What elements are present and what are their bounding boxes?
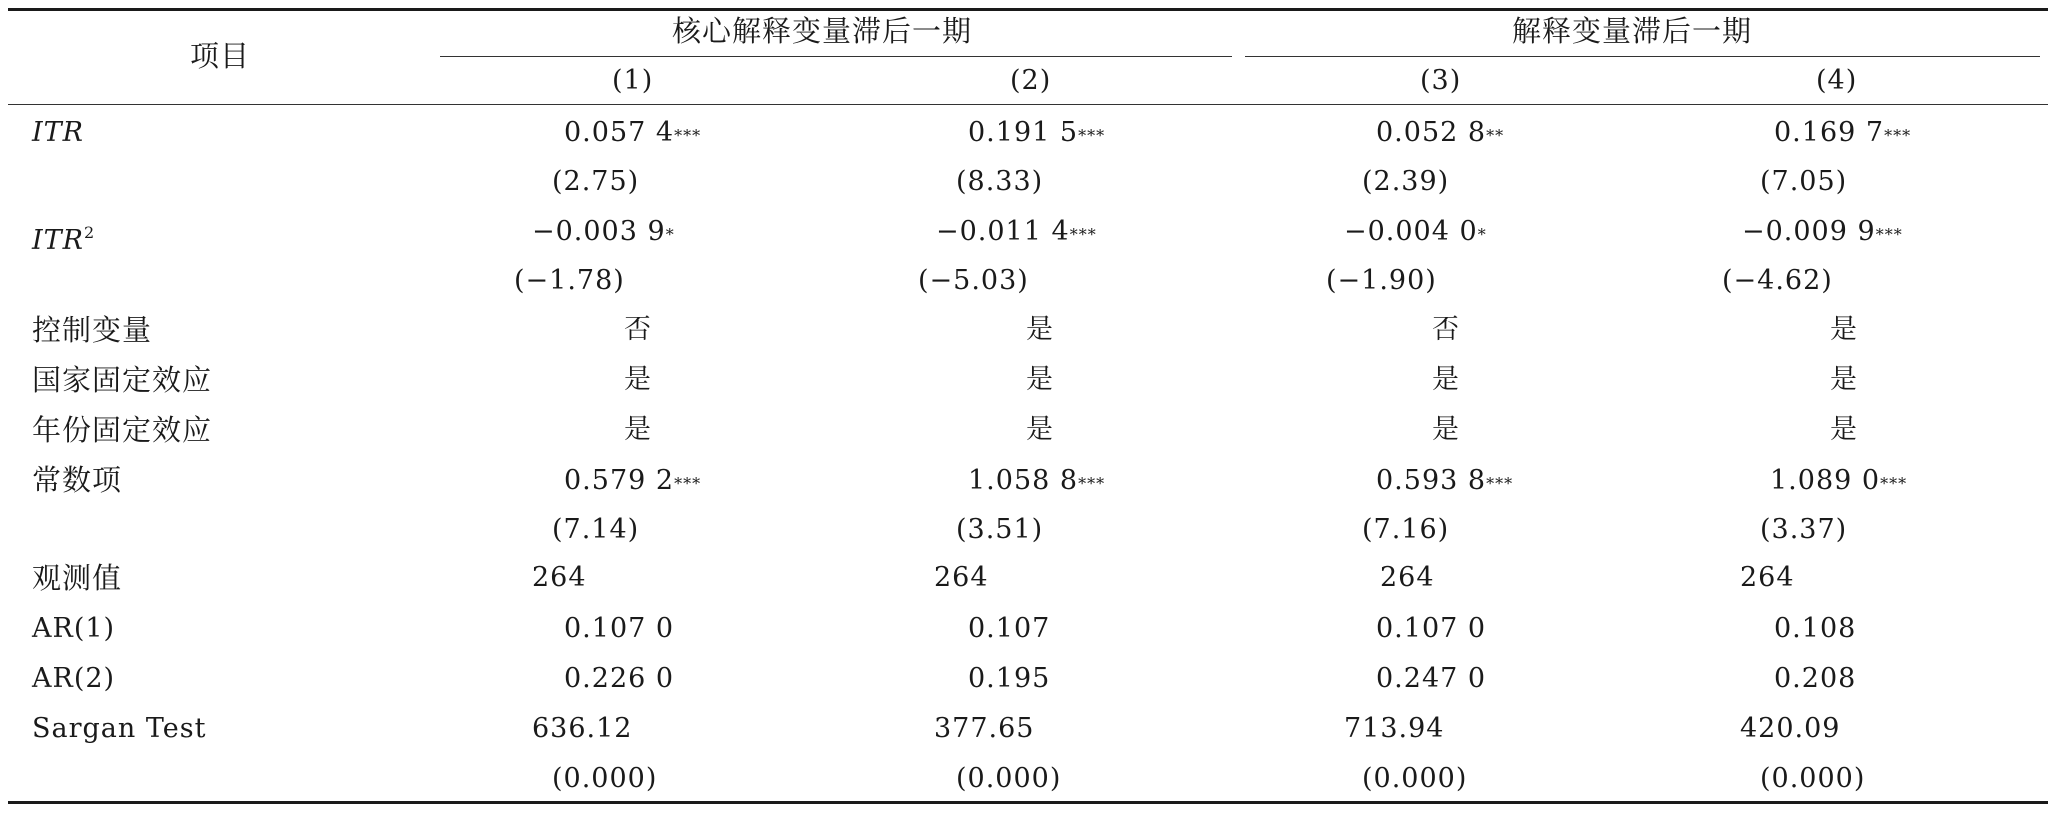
const-stars-2: *** bbox=[1078, 474, 1106, 493]
const-stars-4: *** bbox=[1880, 474, 1908, 493]
ar1-1: 0.107 0 bbox=[564, 613, 675, 644]
country-fe-2: 是 bbox=[1026, 364, 1054, 395]
obs-4: 264 bbox=[1740, 562, 1795, 593]
group-core-underline bbox=[440, 56, 1232, 57]
itr2-stars-3: * bbox=[1477, 225, 1487, 244]
top-rule bbox=[8, 8, 2048, 11]
itr2-coef-1: −0.003 9 * bbox=[532, 215, 675, 252]
const-stars-3: *** bbox=[1486, 474, 1514, 493]
itr-coef-3: 0.052 8 ** bbox=[1376, 116, 1504, 153]
item-header: 项目 bbox=[190, 39, 251, 73]
const-coef-4: 1.089 0 *** bbox=[1770, 464, 1907, 501]
row-label-year-fe: 年份固定效应 bbox=[32, 413, 213, 447]
controls-1: 否 bbox=[624, 314, 652, 345]
const-t-2: (3.51) bbox=[956, 514, 1044, 545]
col-header-3: (3) bbox=[1420, 65, 1462, 96]
itr-t-2: (8.33) bbox=[956, 166, 1044, 197]
ar2-1: 0.226 0 bbox=[564, 663, 675, 694]
ar1-2: 0.107 bbox=[968, 613, 1051, 644]
row-label-sargan: Sargan Test bbox=[32, 713, 207, 744]
obs-3: 264 bbox=[1380, 562, 1435, 593]
col-header-1: (1) bbox=[612, 65, 654, 96]
itr2-stars-1: * bbox=[665, 225, 675, 244]
const-stars-1: *** bbox=[674, 474, 702, 493]
itr2-t-2: (−5.03) bbox=[918, 265, 1029, 296]
col-header-2: (2) bbox=[1010, 65, 1052, 96]
itr-stars-1: *** bbox=[674, 126, 702, 145]
itr-t-1: (2.75) bbox=[552, 166, 640, 197]
sargan-p-2: (0.000) bbox=[956, 763, 1062, 794]
ar2-4: 0.208 bbox=[1774, 663, 1857, 694]
itr-t-4: (7.05) bbox=[1760, 166, 1848, 197]
year-fe-4: 是 bbox=[1830, 414, 1858, 445]
itr-stars-3: ** bbox=[1486, 126, 1505, 145]
itr2-coef-3: −0.004 0 * bbox=[1344, 215, 1487, 252]
const-coef-2: 1.058 8 *** bbox=[968, 464, 1105, 501]
itr-stars-2: *** bbox=[1078, 126, 1106, 145]
year-fe-1: 是 bbox=[624, 414, 652, 445]
bottom-rule bbox=[8, 801, 2048, 804]
itr2-t-1: (−1.78) bbox=[514, 265, 625, 296]
itr-stars-4: *** bbox=[1884, 126, 1912, 145]
itr2-t-4: (−4.62) bbox=[1722, 265, 1833, 296]
country-fe-4: 是 bbox=[1830, 364, 1858, 395]
sargan-2: 377.65 bbox=[934, 713, 1035, 744]
itr2-stars-4: *** bbox=[1875, 225, 1903, 244]
country-fe-3: 是 bbox=[1432, 364, 1460, 395]
row-label-controls: 控制变量 bbox=[32, 313, 153, 347]
controls-4: 是 bbox=[1830, 314, 1858, 345]
sargan-p-4: (0.000) bbox=[1760, 763, 1866, 794]
obs-2: 264 bbox=[934, 562, 989, 593]
row-label-country-fe: 国家固定效应 bbox=[32, 363, 213, 397]
sargan-1: 636.12 bbox=[532, 713, 633, 744]
group-expl-header: 解释变量滞后一期 bbox=[1512, 14, 1753, 48]
row-label-itr: ITR bbox=[32, 117, 85, 148]
ar1-3: 0.107 0 bbox=[1376, 613, 1487, 644]
const-coef-3: 0.593 8 *** bbox=[1376, 464, 1513, 501]
itr2-coef-2: −0.011 4 *** bbox=[936, 215, 1097, 252]
sargan-3: 713.94 bbox=[1344, 713, 1445, 744]
group-core-header: 核心解释变量滞后一期 bbox=[672, 14, 973, 48]
col-header-4: (4) bbox=[1816, 65, 1858, 96]
itr-t-3: (2.39) bbox=[1362, 166, 1450, 197]
group-expl-underline bbox=[1245, 56, 2040, 57]
const-t-3: (7.16) bbox=[1362, 514, 1450, 545]
row-label-obs: 观测值 bbox=[32, 561, 123, 595]
const-t-1: (7.14) bbox=[552, 514, 640, 545]
itr-coef-4: 0.169 7 *** bbox=[1774, 116, 1911, 153]
country-fe-1: 是 bbox=[624, 364, 652, 395]
year-fe-3: 是 bbox=[1432, 414, 1460, 445]
ar2-3: 0.247 0 bbox=[1376, 663, 1487, 694]
itr2-stars-2: *** bbox=[1069, 225, 1097, 244]
itr2-t-3: (−1.90) bbox=[1326, 265, 1437, 296]
sargan-4: 420.09 bbox=[1740, 713, 1841, 744]
itr-coef-1: 0.057 4 *** bbox=[564, 116, 701, 153]
controls-2: 是 bbox=[1026, 314, 1054, 345]
itr-coef-2: 0.191 5 *** bbox=[968, 116, 1105, 153]
obs-1: 264 bbox=[532, 562, 587, 593]
row-label-const: 常数项 bbox=[32, 463, 123, 497]
itr2-coef-4: −0.009 9 *** bbox=[1742, 215, 1903, 252]
ar1-4: 0.108 bbox=[1774, 613, 1857, 644]
row-label-ar1: AR(1) bbox=[32, 613, 116, 644]
controls-3: 否 bbox=[1432, 314, 1460, 345]
sargan-p-3: (0.000) bbox=[1362, 763, 1468, 794]
sargan-p-1: (0.000) bbox=[552, 763, 658, 794]
const-coef-1: 0.579 2 *** bbox=[564, 464, 701, 501]
row-label-ar2: AR(2) bbox=[32, 663, 116, 694]
ar2-2: 0.195 bbox=[968, 663, 1051, 694]
year-fe-2: 是 bbox=[1026, 414, 1054, 445]
header-bottom-rule bbox=[8, 104, 2048, 105]
row-label-itr2: ITR$^2$ bbox=[32, 223, 96, 256]
const-t-4: (3.37) bbox=[1760, 514, 1848, 545]
